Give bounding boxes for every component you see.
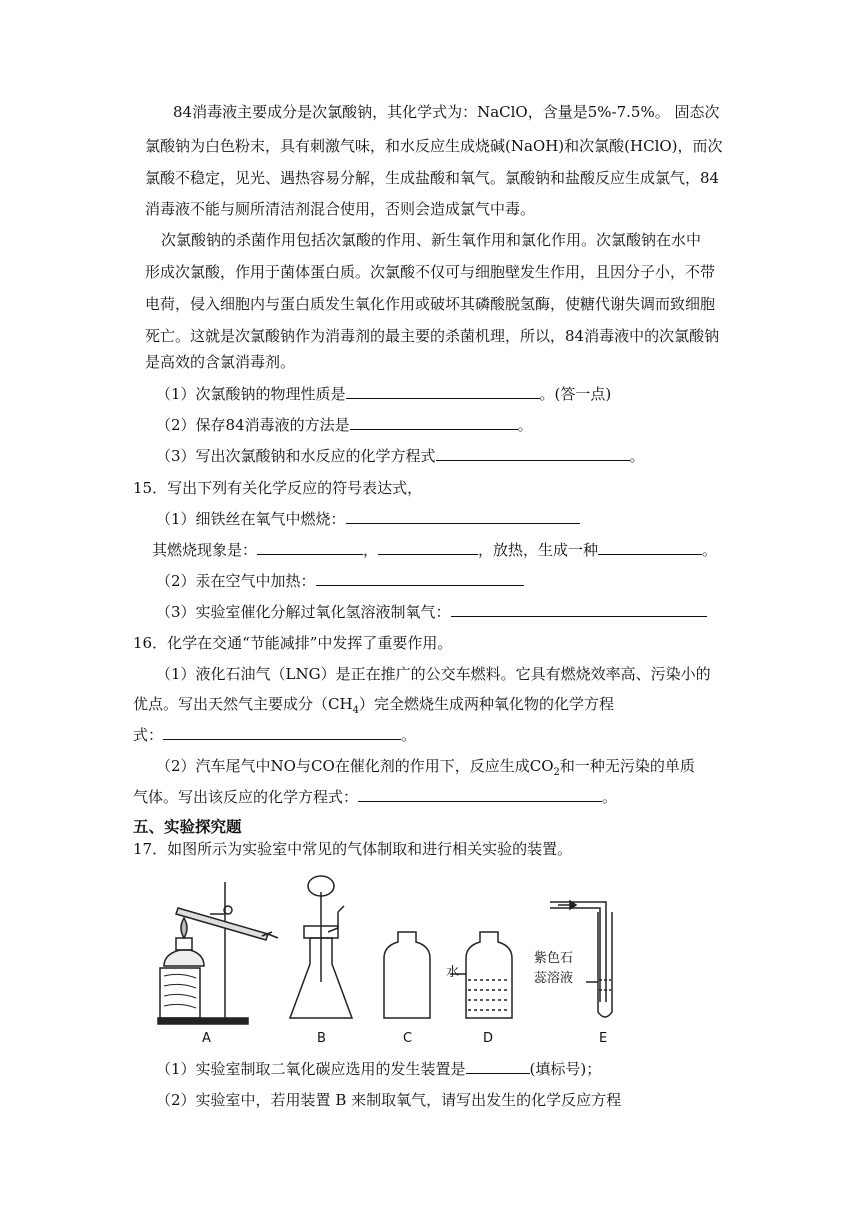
label-e: E bbox=[599, 1031, 608, 1046]
answer-blank[interactable] bbox=[378, 540, 478, 555]
answer-blank[interactable] bbox=[316, 571, 524, 586]
label-a: A bbox=[202, 1031, 211, 1046]
label-c: C bbox=[403, 1031, 413, 1046]
apparatus-b bbox=[290, 876, 352, 1018]
q15-sub-3: （3）实验室催化分解过氧化氢溶液制氧气： bbox=[156, 602, 707, 622]
answer-blank[interactable] bbox=[257, 540, 363, 555]
answer-blank[interactable] bbox=[346, 384, 540, 399]
paragraph-2-line-2: 形成次氯酸，作用于菌体蛋白质。次氯酸不仅可与细胞壁发生作用，且因分子小，不带 bbox=[145, 263, 716, 281]
q14-sub-1: （1）次氯酸钠的物理性质是 。(答一点) bbox=[156, 385, 612, 403]
answer-blank[interactable] bbox=[451, 602, 707, 617]
answer-blank[interactable] bbox=[436, 446, 630, 461]
litmus-label-line-1: 紫色石 bbox=[534, 951, 574, 966]
q15-sub-1-phenomenon: 其燃烧现象是： ， ，放热，生成一种 。 bbox=[152, 541, 718, 559]
apparatus-a bbox=[158, 882, 278, 1024]
paragraph-1-line-4: 消毒液不能与厕所清洁剂混合使用，否则会造成氯气中毒。 bbox=[145, 200, 536, 218]
q17-title: 17．如图所示为实验室中常见的气体制取和进行相关实验的装置。 bbox=[133, 840, 573, 858]
paragraph-1-line-1: 84消毒液主要成分是次氯酸钠，其化学式为：NaClO，含量是5%-7.5%。 固态次 bbox=[173, 103, 720, 121]
q14-sub-3: （3）写出次氯酸钠和水反应的化学方程式 。 bbox=[156, 447, 645, 465]
q17-sub-1: （1）实验室制取二氧化碳应选用的发生装置是 (填标号)； bbox=[156, 1060, 602, 1078]
q15-sub-1: （1）细铁丝在氧气中燃烧： bbox=[156, 509, 580, 529]
paragraph-1-line-2: 氯酸钠为白色粉末，具有刺激气味，和水反应生成烧碱(NaOH)和次氯酸(HClO)，而次 bbox=[145, 137, 723, 155]
answer-blank[interactable] bbox=[358, 787, 602, 802]
paragraph-2-line-4: 死亡。这就是次氯酸钠作为消毒剂的最主要的杀菌机理，所以，84消毒液中的次氯酸钠 bbox=[145, 327, 720, 345]
q17-sub-2: （2）实验室中，若用装置 B 来制取氧气，请写出发生的化学反应方程 bbox=[156, 1091, 622, 1109]
q15-sub-2: （2）汞在空气中加热： bbox=[156, 571, 524, 591]
paragraph-2-line-3: 电荷，侵入细胞内与蛋白质发生氧化作用或破坏其磷酸脱氢酶，使糖代谢失调而致细胞 bbox=[145, 295, 716, 313]
answer-blank[interactable] bbox=[163, 725, 401, 740]
q16-title: 16．化学在交通“节能减排”中发挥了重要作用。 bbox=[133, 634, 453, 652]
paragraph-2-line-1: 次氯酸钠的杀菌作用包括次氯酸的作用、新生氧作用和氯化作用。次氯酸钠在水中 bbox=[161, 231, 702, 249]
q16-sub-1-line-3: 式： 。 bbox=[133, 726, 417, 744]
label-b: B bbox=[317, 1031, 326, 1046]
q15-title: 15．写出下列有关化学反应的符号表达式， bbox=[133, 479, 423, 497]
q16-sub-1-line-2: 优点。写出天然气主要成分$(CH_4)$完全燃烧生成两种氧化物的化学方程 bbox=[133, 695, 614, 716]
section-title: 五、实验探究题 bbox=[133, 818, 242, 836]
answer-blank[interactable] bbox=[346, 509, 580, 524]
label-d: D bbox=[483, 1031, 494, 1046]
q14-sub-2: （2）保存84消毒液的方法是 。 bbox=[156, 416, 533, 434]
apparatus-figure bbox=[150, 872, 630, 1048]
water-label: 水 bbox=[446, 965, 460, 980]
apparatus-c bbox=[384, 932, 430, 1018]
paragraph-2-line-5: 是高效的含氯消毒剂。 bbox=[145, 353, 296, 371]
apparatus-svg bbox=[150, 872, 630, 1048]
litmus-label-line-2: 蕊溶液 bbox=[534, 971, 574, 986]
answer-blank[interactable] bbox=[598, 540, 702, 555]
q16-sub-1-line-1: （1）液化石油气（LNG）是正在推广的公交车燃料。它具有燃烧效率高、污染小的 bbox=[156, 665, 711, 683]
q16-sub-2-line-2: 气体。写出该反应的化学方程式： 。 bbox=[133, 788, 618, 806]
answer-blank[interactable] bbox=[350, 415, 518, 430]
q16-sub-2-line-1: （2）汽车尾气中NO与CO在催化剂的作用下，反应生成$CO_2$和一种无污染的单质 bbox=[156, 757, 695, 778]
apparatus-d bbox=[450, 932, 512, 1018]
paragraph-1-line-3: 氯酸不稳定，见光、遇热容易分解，生成盐酸和氧气。氯酸钠和盐酸反应生成氯气，84 bbox=[145, 169, 720, 187]
answer-blank[interactable] bbox=[466, 1059, 530, 1074]
